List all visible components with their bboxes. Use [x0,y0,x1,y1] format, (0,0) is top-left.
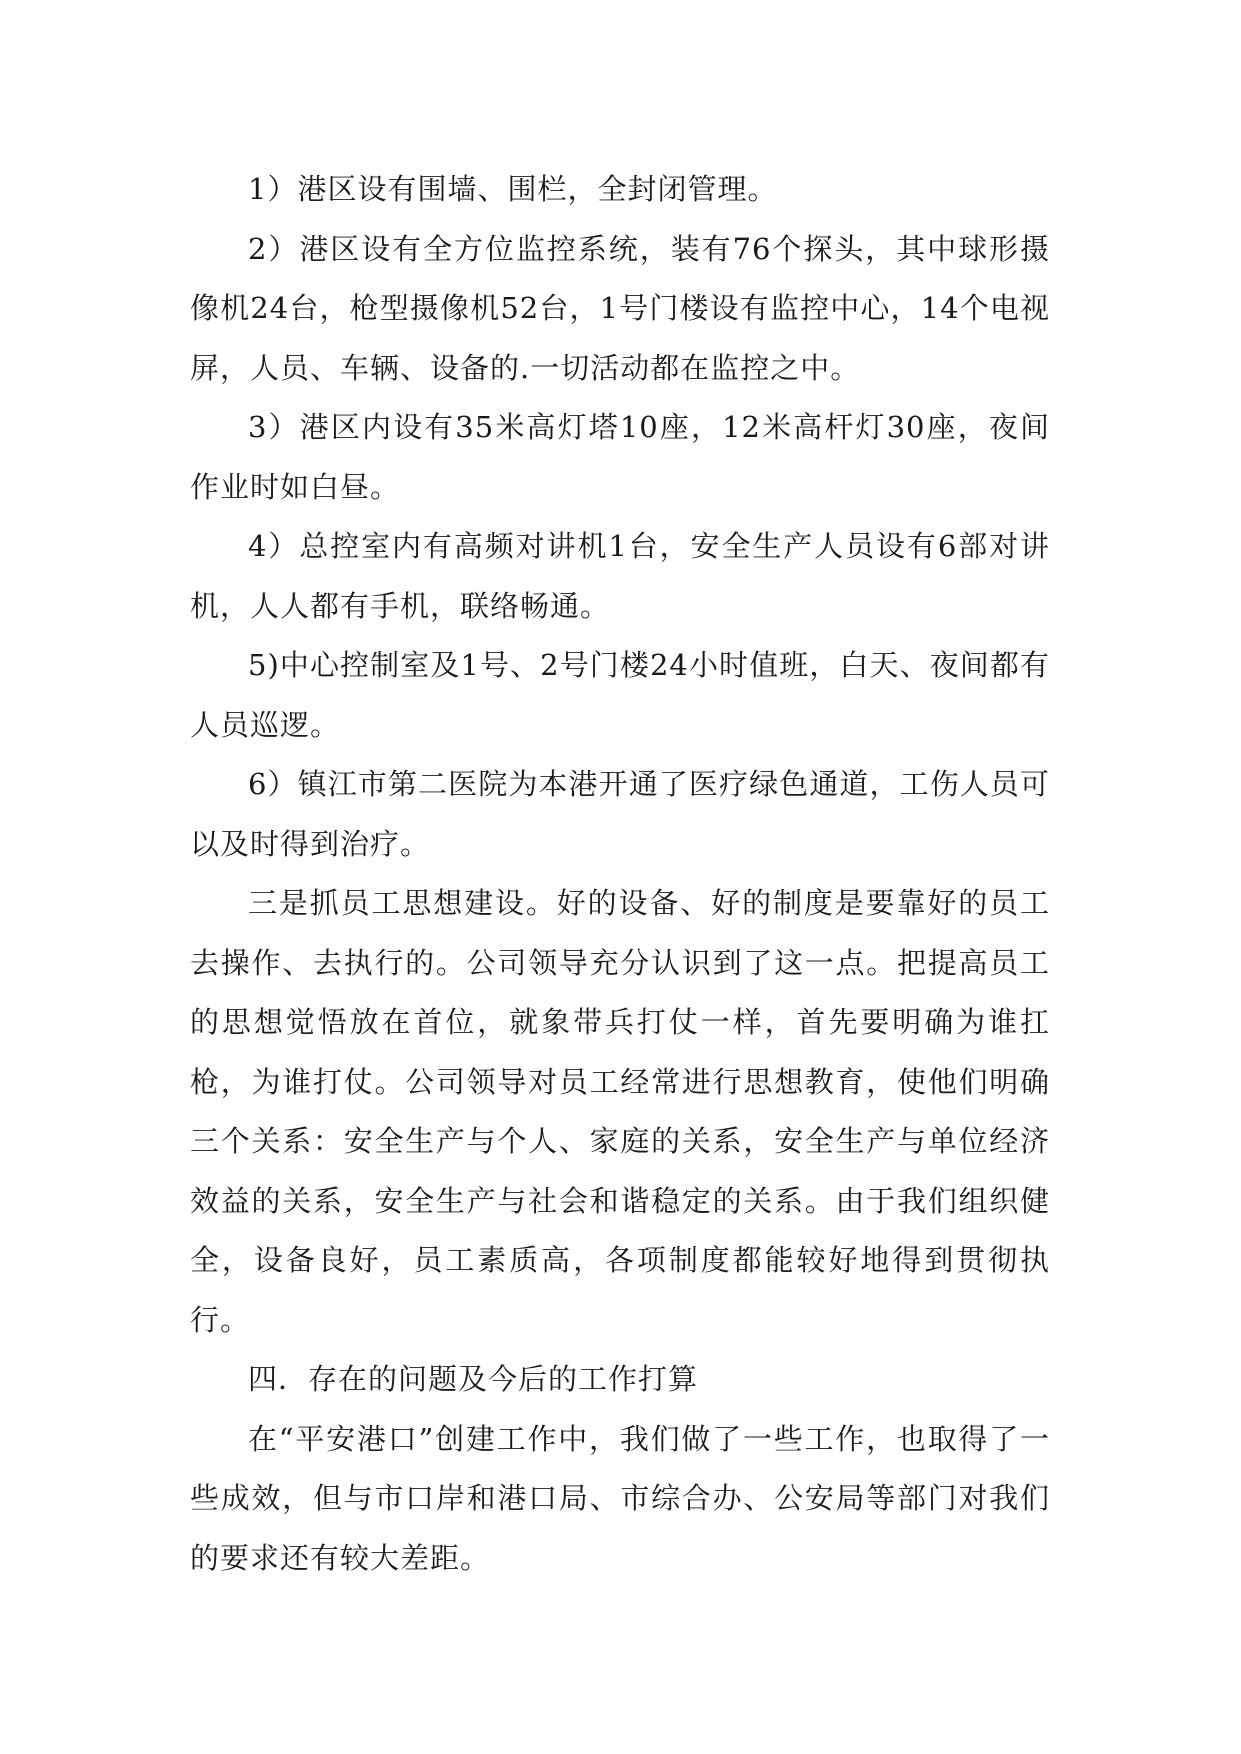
paragraph-item-3-lighting: 3）港区内设有35米高灯塔10座，12米高杆灯30座，夜间作业时如白昼。 [190,410,1050,504]
document-body [190,160,1050,1588]
paragraph-staff-ideology: 三是抓员工思想建设。好的设备、好的制度是要靠好的员工去操作、去执行的。公司领导充分认识到了这一点。把提高员工的思想觉悟放在首位，就象带兵打仗一样，首先要明确为谁扛枪，为谁打仗。公司领导对员工经常进行思想教育，使他们明确三个关系：安全生产与个人、家庭的关系，安全生产与单位经济效益的关系，安全生产与社会和谐稳定的关系。由于我们组织健全，设备良好，员工素质高，各项制度都能较好地得到贯彻执行。 [190,886,1050,1337]
paragraph-item-6-medical: 6）镇江市第二医院为本港开通了医疗绿色通道，工伤人员可以及时得到治疗。 [190,767,1050,861]
section-heading-problems-plans: 四．存在的问题及今后的工作打算 [248,1362,699,1396]
paragraph-item-5-patrol: 5)中心控制室及1号、2号门楼24小时值班，白天、夜间都有人员巡逻。 [190,648,1050,742]
paragraph-item-1-walls: 1）港区设有围墙、围栏，全封闭管理。 [248,172,778,206]
paragraph-item-4-communication: 4）总控室内有高频对讲机1台，安全生产人员设有6部对讲机，人人都有手机，联络畅通。 [190,529,1050,623]
paragraph-item-2-monitoring: 2）港区设有全方位监控系统，装有76个探头，其中球形摄像机24台，枪型摄像机52台，1号门楼设有监控中心，14个电视屏，人员、车辆、设备的.一切活动都在监控之中。 [190,231,1050,385]
paragraph-problems-summary: 在“平安港口”创建工作中，我们做了一些工作，也取得了一些成效，但与市口岸和港口局、市综合办、公安局等部门对我们的要求还有较大差距。 [190,1421,1050,1575]
